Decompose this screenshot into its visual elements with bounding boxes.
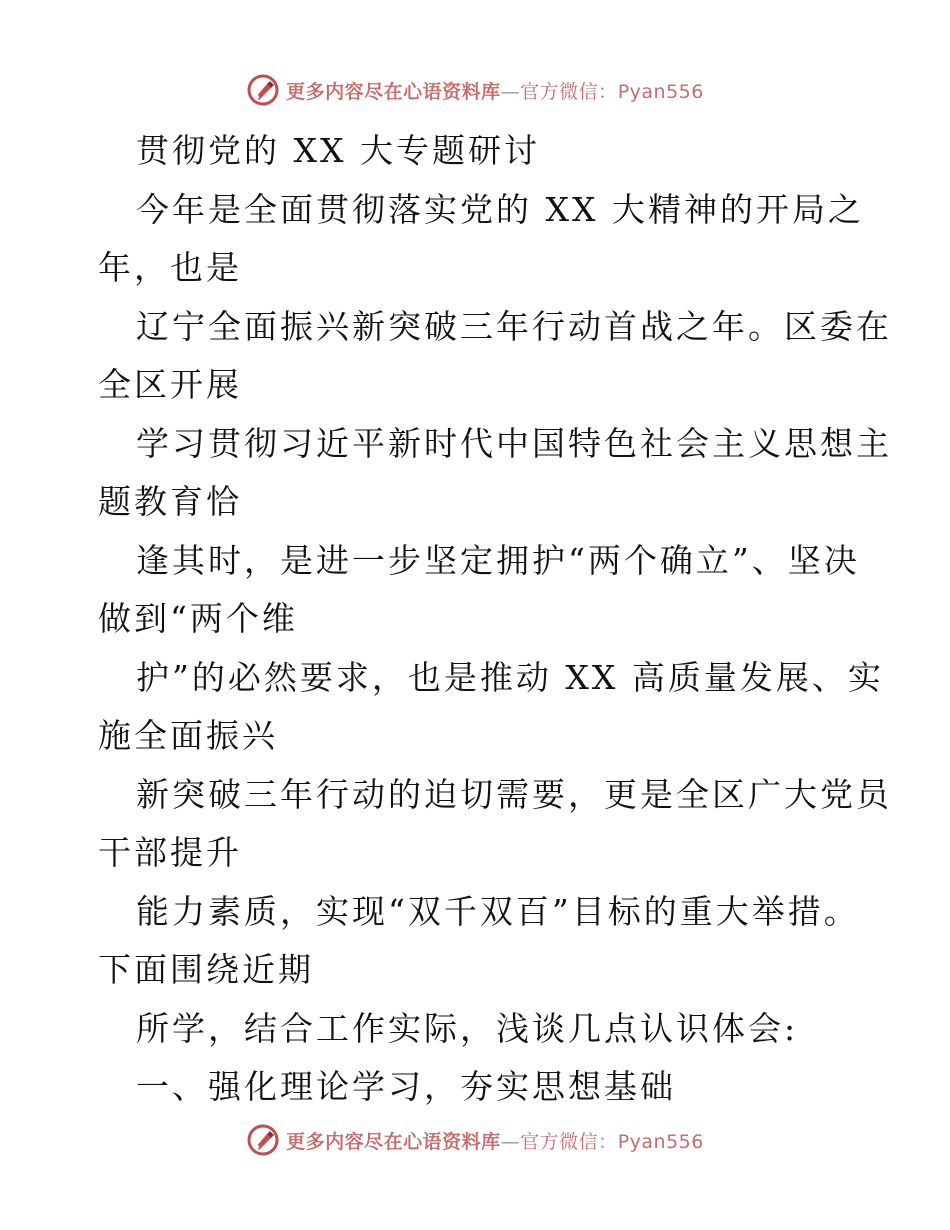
- document-line: 做到“两个维: [98, 599, 298, 638]
- watermark-label: 官方微信：: [520, 80, 618, 103]
- document-line: 新突破三年行动的迫切需要，更是全区广大党员: [136, 774, 892, 814]
- watermark-separator: —: [500, 80, 521, 103]
- document-line: 施全面振兴: [98, 716, 278, 755]
- watermark-brand: 更多内容尽在心语资料库: [286, 1130, 501, 1153]
- document-line: 一、强化理论学习，夯实思想基础: [136, 1067, 676, 1106]
- document-line: 贯彻党的 XX 大专题研讨: [136, 131, 540, 170]
- header-watermark: [0, 70, 950, 110]
- document-line: 今年是全面贯彻落实党的 XX 大精神的开局之: [136, 189, 864, 229]
- document-line: 下面围绕近期: [98, 950, 314, 989]
- watermark-account: Pyan556: [617, 80, 704, 103]
- watermark-label: 官方微信：: [520, 1130, 618, 1153]
- document-line: 学习贯彻习近平新时代中国特色社会主义思想主: [136, 423, 892, 463]
- pen-circle-icon: [246, 73, 280, 107]
- document-line: 逢其时，是进一步坚定拥护“两个确立”、坚决: [136, 540, 860, 580]
- document-line: 护”的必然要求，也是推动 XX 高质量发展、实: [136, 657, 884, 697]
- footer-watermark: [0, 1120, 950, 1160]
- document-line: 辽宁全面振兴新突破三年行动首战之年。区委在: [136, 306, 892, 346]
- document-line: 题教育恰: [98, 482, 242, 521]
- watermark-text: [286, 1127, 704, 1154]
- watermark-brand: 更多内容尽在心语资料库: [286, 80, 501, 103]
- document-body: [98, 122, 892, 1117]
- pen-circle-icon: [246, 1123, 280, 1157]
- document-line: 干部提升: [98, 833, 242, 872]
- document-line: 能力素质，实现“双千双百”目标的重大举措。: [136, 891, 860, 931]
- document-line: 所学，结合工作实际，浅谈几点认识体会:: [136, 1008, 799, 1048]
- document-line: 年，也是: [98, 248, 242, 287]
- watermark-separator: —: [500, 1130, 521, 1153]
- watermark-account: Pyan556: [617, 1130, 704, 1153]
- document-line: 全区开展: [98, 365, 242, 404]
- watermark-text: [286, 77, 704, 104]
